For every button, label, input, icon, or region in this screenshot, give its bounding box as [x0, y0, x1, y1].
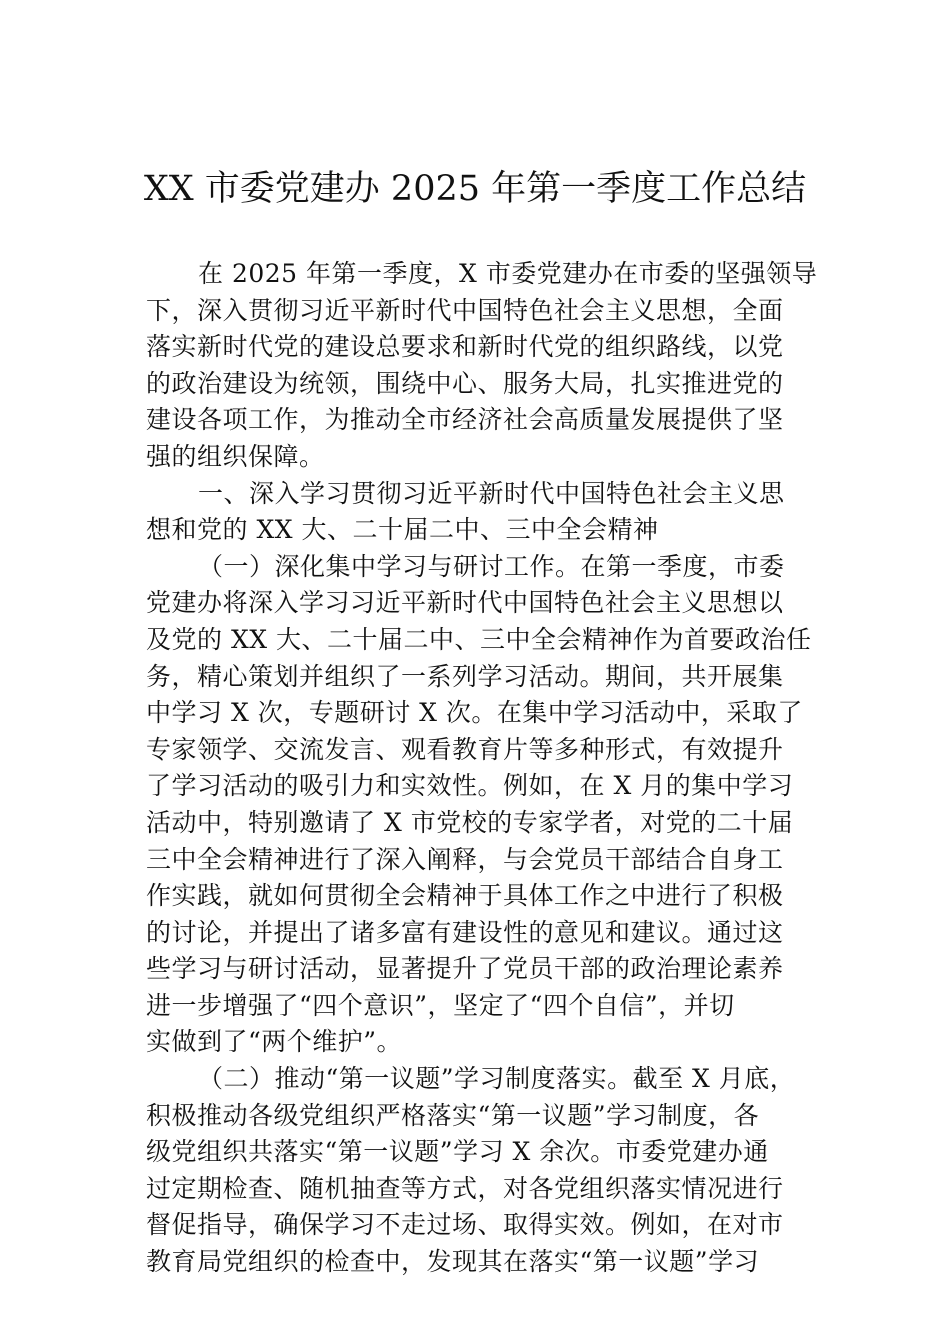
section-heading-line: 一、深入学习贯彻习近平新时代中国特色社会主义思 [198, 478, 785, 508]
paragraph-line: 强的组织保障。 [146, 441, 325, 471]
paragraph-line: 及党的 XX 大、二十届二中、三中全会精神作为首要政治任 [146, 624, 812, 654]
paragraph-line: （二）推动“第一议题”学习制度落实。截至 X 月底， [198, 1064, 796, 1094]
paragraph-line: 级党组织共落实“第一议题”学习 X 余次。市委党建办通 [146, 1137, 769, 1167]
paragraph-line: 务，精心策划并组织了一系列学习活动。期间，共开展集 [146, 661, 784, 691]
paragraph-line: 教育局党组织的检查中，发现其在落实“第一议题”学习 [146, 1247, 760, 1277]
paragraph-line: 作实践，就如何贯彻全会精神于具体工作之中进行了积极 [146, 881, 784, 911]
paragraph-line: （一）深化集中学习与研讨工作。在第一季度，市委 [198, 551, 785, 581]
paragraph-line: 的讨论，并提出了诸多富有建设性的意见和建议。通过这 [146, 917, 784, 947]
paragraph-line: 中学习 X 次，专题研讨 X 次。在集中学习活动中，采取了 [146, 698, 803, 728]
paragraph-line: 建设各项工作，为推动全市经济社会高质量发展提供了坚 [146, 405, 784, 435]
paragraph-line: 过定期检查、随机抽查等方式，对各党组织落实情况进行 [146, 1173, 784, 1203]
paragraph-line: 了学习活动的吸引力和实效性。例如，在 X 月的集中学习 [146, 771, 794, 801]
paragraph-line: 下，深入贯彻习近平新时代中国特色社会主义思想，全面 [146, 295, 784, 325]
paragraph-line: 落实新时代党的建设总要求和新时代党的组织路线，以党 [146, 332, 784, 362]
paragraph-line: 三中全会精神进行了深入阐释，与会党员干部结合自身工 [146, 844, 784, 874]
paragraph-line: 些学习与研讨活动，显著提升了党员干部的政治理论素养 [146, 954, 784, 984]
paragraph-line: 进一步增强了“四个意识”，坚定了“四个自信”，并切 [146, 990, 735, 1020]
paragraph-line: 活动中，特别邀请了 X 市党校的专家学者，对党的二十届 [146, 807, 794, 837]
paragraph-line: 专家领学、交流发言、观看教育片等多种形式，有效提升 [146, 734, 784, 764]
paragraph-line: 的政治建设为统领，围绕中心、服务大局，扎实推进党的 [146, 368, 784, 398]
paragraph-line: 党建办将深入学习习近平新时代中国特色社会主义思想以 [146, 588, 784, 618]
paragraph-line: 积极推动各级党组织严格落实“第一议题”学习制度，各 [146, 1100, 760, 1130]
document-title: XX 市委党建办 2025 年第一季度工作总结 [143, 169, 807, 209]
paragraph-line: 实做到了“两个维护”。 [146, 1027, 403, 1057]
paragraph-line: 督促指导，确保学习不走过场、取得实效。例如，在对市 [146, 1210, 784, 1240]
section-heading-line: 想和党的 XX 大、二十届二中、三中全会精神 [146, 515, 659, 545]
paragraph-line: 在 2025 年第一季度，X 市委党建办在市委的坚强领导 [198, 259, 818, 288]
document-body [146, 256, 818, 1281]
